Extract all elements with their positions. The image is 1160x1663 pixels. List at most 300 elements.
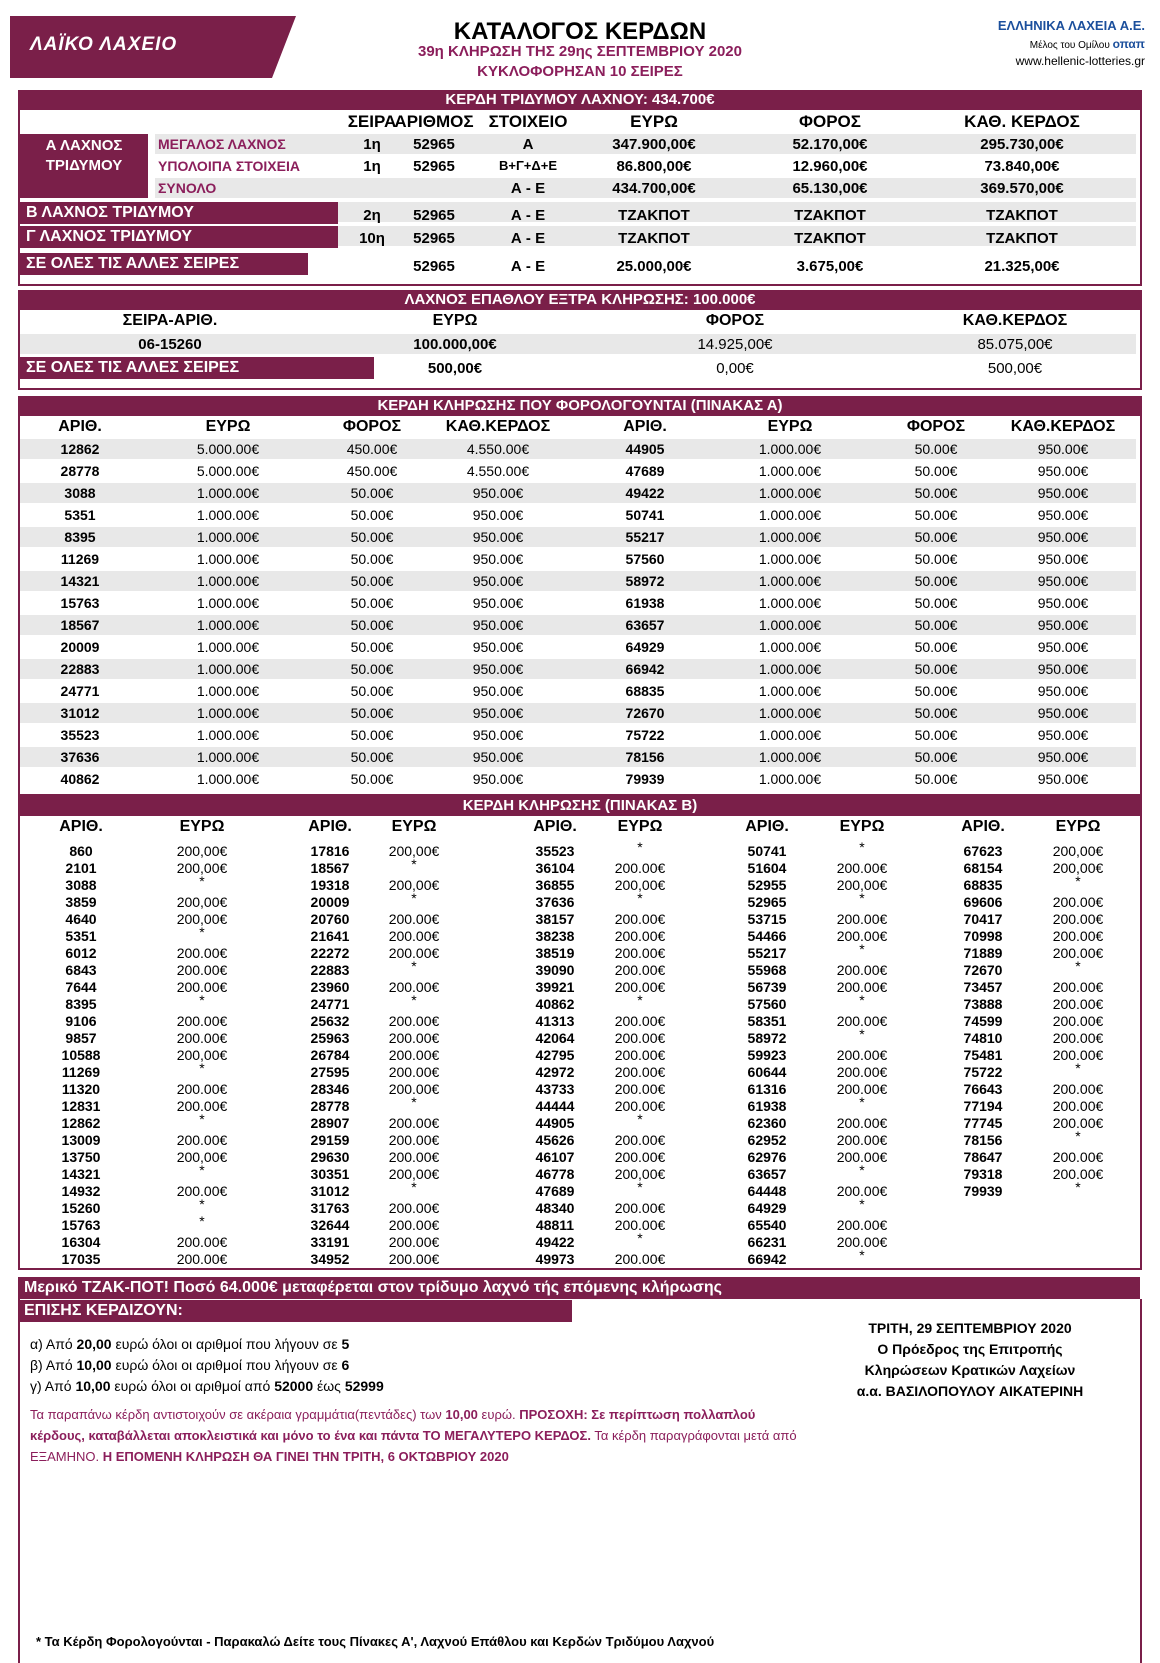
triple-cell: Α xyxy=(522,136,534,153)
triple-cell: 1η xyxy=(363,136,381,153)
tableA-col-header: ΑΡΙΘ. xyxy=(623,418,667,435)
tableA-cell: 1.000.00€ xyxy=(758,507,822,523)
tableB-number: 43733 xyxy=(535,1081,575,1097)
triple-cell: 52965 xyxy=(413,258,455,275)
tableB-number: 75481 xyxy=(963,1047,1003,1063)
tableB-amount: 200,00€ xyxy=(614,877,666,893)
tableA-cell: 1.000.00€ xyxy=(196,595,260,611)
tableB-amount: 200.00€ xyxy=(836,979,888,995)
tableA-cell: 1.000.00€ xyxy=(196,617,260,633)
tableB-col-header: ΕΥΡΩ xyxy=(617,818,663,835)
tableA-cell: 50.00€ xyxy=(350,683,394,699)
triple-row-label: ΣΥΝΟΛΟ xyxy=(158,180,217,196)
tableA-cell: 4.550.00€ xyxy=(466,463,530,479)
tableA-cell: 68835 xyxy=(625,683,665,699)
tableB-amount: * xyxy=(411,992,417,1008)
extra-band: ΛΑΧΝΟΣ ΕΠΑΘΛΟΥ ΕΞΤΡΑ ΚΛΗΡΩΣΗΣ: 100.000€ xyxy=(18,290,1142,310)
tableA-cell: 1.000.00€ xyxy=(758,485,822,501)
tableA-cell: 1.000.00€ xyxy=(758,551,822,567)
tableB-amount: 200.00€ xyxy=(614,1030,666,1046)
also-win-part: ευρώ όλοι οι αριθμοί από xyxy=(110,1378,275,1394)
triple-cell: ΤΖΑΚΠΟΤ xyxy=(986,230,1058,247)
tableA-cell: 50.00€ xyxy=(914,683,958,699)
tableB-number: 29159 xyxy=(310,1132,350,1148)
tableB-number: 20009 xyxy=(310,894,350,910)
tableB-amount: 200.00€ xyxy=(836,962,888,978)
tableA-cell: 50.00€ xyxy=(350,485,394,501)
tableB-number: 37636 xyxy=(535,894,575,910)
tableB-amount: 200,00€ xyxy=(176,1149,228,1165)
tableB-number: 58972 xyxy=(747,1030,787,1046)
tableB-amount: 200.00€ xyxy=(614,1251,666,1267)
logo-right-member: Μέλος του Ομίλου xyxy=(1029,40,1110,51)
tableB-col-header: ΑΡΙΘ. xyxy=(59,818,103,835)
tableB-number: 48811 xyxy=(535,1217,575,1233)
tableB-amount: 200.00€ xyxy=(388,979,440,995)
tableB-number: 30351 xyxy=(310,1166,350,1182)
tableB-amount: * xyxy=(411,856,417,872)
tableA-cell: 1.000.00€ xyxy=(196,661,260,677)
tableB-amount: 200.00€ xyxy=(614,1081,666,1097)
tableB-number: 44444 xyxy=(535,1098,575,1114)
tableB-number: 49422 xyxy=(535,1234,575,1250)
hellenic-lotteries-logo xyxy=(970,18,1145,68)
tableB-amount: 200.00€ xyxy=(176,1183,228,1199)
triple-cell: 2η xyxy=(363,207,381,224)
tableB-number: 56739 xyxy=(747,979,787,995)
triple-cell: 86.800,00€ xyxy=(616,158,692,175)
tableB-number: 47689 xyxy=(535,1183,575,1199)
tableB-number: 12862 xyxy=(61,1115,101,1131)
tableB-amount: 200.00€ xyxy=(836,928,888,944)
tableB-amount: 200.00€ xyxy=(836,1234,888,1250)
tableA-cell: 1.000.00€ xyxy=(196,573,260,589)
also-win-part: ευρώ όλοι οι αριθμοί που λήγουν σε xyxy=(111,1336,342,1352)
tableB-number: 3088 xyxy=(65,877,97,893)
a-label-1: Α ΛΑΧΝΟΣ xyxy=(45,137,123,154)
tableA-cell: 44905 xyxy=(625,441,665,457)
tableA-cell: 950.00€ xyxy=(1037,617,1089,633)
tableB-amount: 200.00€ xyxy=(836,1013,888,1029)
tableB-number: 10588 xyxy=(61,1047,101,1063)
tableA-cell: 950.00€ xyxy=(1037,441,1089,457)
tableB-number: 25632 xyxy=(310,1013,350,1029)
tableB-amount: * xyxy=(1075,873,1081,889)
tableA-cell: 1.000.00€ xyxy=(196,529,260,545)
tableB-number: 17035 xyxy=(61,1251,101,1267)
tableB-amount: * xyxy=(859,1162,865,1178)
tableB-amount: * xyxy=(637,992,643,1008)
triple-cell: 52965 xyxy=(413,207,455,224)
tableA-cell: 66942 xyxy=(625,661,665,677)
tableA-cell: 950.00€ xyxy=(472,529,524,545)
tableB-number: 23960 xyxy=(310,979,350,995)
note-1a: Τα παραπάνω κέρδη αντιστοιχούν σε ακέραια γραμμάτια(πεντάδες) των xyxy=(30,1407,446,1422)
logo-left-text: ΛΑΪΚΟ ΛΑΧΕΙΟ xyxy=(30,34,178,55)
tableA-cell: 50.00€ xyxy=(914,705,958,721)
tableB-amount: 200,00€ xyxy=(176,911,228,927)
tableA-cell: 11269 xyxy=(60,551,100,567)
tableB-number: 4640 xyxy=(65,911,97,927)
tableB-number: 13750 xyxy=(61,1149,101,1165)
tableB-number: 53715 xyxy=(747,911,787,927)
tableA-cell: 35523 xyxy=(60,727,100,743)
tableA-cell: 50.00€ xyxy=(914,485,958,501)
tableA-cell: 55217 xyxy=(625,529,665,545)
tableB-amount: 200.00€ xyxy=(614,1064,666,1080)
tableB-number: 22883 xyxy=(310,962,350,978)
tableB-number: 26784 xyxy=(310,1047,350,1063)
tableB-number: 49973 xyxy=(535,1251,575,1267)
tableB-number: 62952 xyxy=(747,1132,787,1148)
tableA-cell: 1.000.00€ xyxy=(758,441,822,457)
tableB-amount: * xyxy=(199,1060,205,1076)
tableA-cell: 18567 xyxy=(60,617,100,633)
tableB-amount: 200.00€ xyxy=(388,1217,440,1233)
tableB-number: 28346 xyxy=(310,1081,350,1097)
tableB-number: 38238 xyxy=(535,928,575,944)
tableB-number: 62360 xyxy=(747,1115,787,1131)
tableB-number: 68154 xyxy=(963,860,1003,876)
tableB-number: 42972 xyxy=(535,1064,575,1080)
tableA-cell: 15763 xyxy=(60,595,100,611)
triple-cell: ΤΖΑΚΠΟΤ xyxy=(986,207,1058,224)
bottom-note: * Τα Κέρδη Φορολογούνται - Παρακαλώ Δείτε τους Πίνακες Α', Λαχνού Επάθλου και Κερδών Τριδύμου Λαχνού xyxy=(36,1634,715,1649)
tableB-number: 67623 xyxy=(963,843,1003,859)
tableB-amount: * xyxy=(859,839,865,855)
note-2b: Τα κέρδη παραγράφονται μετά από xyxy=(590,1428,797,1443)
tableB-number: 65540 xyxy=(747,1217,787,1233)
note-1c: ευρώ. xyxy=(477,1407,520,1422)
tableA-cell: 950.00€ xyxy=(1037,771,1089,787)
tableA-cell: 31012 xyxy=(60,705,100,721)
tableA-cell: 3088 xyxy=(64,485,96,501)
tableB-col-header: ΕΥΡΩ xyxy=(839,818,885,835)
tableB-number: 52955 xyxy=(747,877,787,893)
triple-cell: 21.325,00€ xyxy=(984,258,1060,275)
tableA-cell: 950.00€ xyxy=(472,639,524,655)
tableB-amount: 200.00€ xyxy=(836,1132,888,1148)
logo-right-title: ΕΛΛΗΝΙΚΑ ΛΑΧΕΙΑ Α.Ε. xyxy=(997,18,1145,33)
tableB-amount: 200,00€ xyxy=(614,1166,666,1182)
tableA-cell: 950.00€ xyxy=(1037,705,1089,721)
tableB-amount: 200,00€ xyxy=(176,843,228,859)
extra-cell: 0,00€ xyxy=(716,360,754,377)
tableA-cell: 5351 xyxy=(64,507,96,523)
tableB-amount: * xyxy=(199,924,205,940)
tableB-amount: * xyxy=(411,1094,417,1110)
tableB-amount: 200.00€ xyxy=(1052,1081,1104,1097)
tableB-amount: 200.00€ xyxy=(1052,1149,1104,1165)
tableA-cell: 950.00€ xyxy=(472,727,524,743)
tableA-cell: 8395 xyxy=(64,529,96,545)
triple-col-header: ΣΤΟΙΧΕΙΟ xyxy=(488,112,568,131)
tableB-amount: * xyxy=(199,1213,205,1229)
tableA-cell: 1.000.00€ xyxy=(758,617,822,633)
tableB-amount: 200.00€ xyxy=(614,1200,666,1216)
tableB-number: 55968 xyxy=(747,962,787,978)
tableB-amount: * xyxy=(1075,1128,1081,1144)
also-win-part: 20,00 xyxy=(76,1336,112,1352)
tableB-number: 41313 xyxy=(535,1013,575,1029)
signature-line: Κληρώσεων Κρατικών Λαχείων xyxy=(864,1362,1076,1378)
tableB-col-header: ΕΥΡΩ xyxy=(1055,818,1101,835)
extra-col-header: ΚΑΘ.ΚΕΡΔΟΣ xyxy=(962,312,1068,329)
tableA-cell: 1.000.00€ xyxy=(196,485,260,501)
tableB-number: 29630 xyxy=(310,1149,350,1165)
tableB-amount: 200.00€ xyxy=(836,1115,888,1131)
tableB-number: 70998 xyxy=(963,928,1003,944)
also-win-list xyxy=(30,1334,384,1397)
triple-cell: Α - Ε xyxy=(510,207,546,224)
signature-line: ΤΡΙΤΗ, 29 ΣΕΠΤΕΜΒΡΙΟΥ 2020 xyxy=(868,1320,1072,1336)
tableA-cell: 50.00€ xyxy=(914,595,958,611)
tableB-amount: 200.00€ xyxy=(836,1149,888,1165)
tableA-cell: 1.000.00€ xyxy=(758,529,822,545)
tableA-cell: 1.000.00€ xyxy=(758,683,822,699)
tableA-cell: 50.00€ xyxy=(350,749,394,765)
tableA-cell: 950.00€ xyxy=(472,683,524,699)
signature-line: α.α. ΒΑΣΙΛΟΠΟΥΛΟΥ ΑΙΚΑΤΕΡΙΝΗ xyxy=(856,1383,1084,1399)
tableB-amount: 200.00€ xyxy=(388,928,440,944)
note-1b: 10,00 xyxy=(445,1407,478,1422)
triple-cell: 25.000,00€ xyxy=(616,258,692,275)
tableB-number: 860 xyxy=(69,843,93,859)
tableB-number: 15763 xyxy=(61,1217,101,1233)
note-1d: ΠΡΟΣΟΧΗ: Σε περίπτωση πολλαπλού xyxy=(519,1407,756,1422)
tableB-number: 58351 xyxy=(747,1013,787,1029)
tableB-amount: 200.00€ xyxy=(614,1132,666,1148)
jackpot-band: Μερικό ΤΖΑΚ-ΠΟΤ! Ποσό 64.000€ μεταφέρεται στον τρίδυμο λαχνό τής επόμενης κλήρωσης xyxy=(18,1277,1140,1299)
triple-cell: 1η xyxy=(363,158,381,175)
tableB-number: 36104 xyxy=(535,860,575,876)
tableB-number: 14321 xyxy=(61,1166,101,1182)
tableA-cell: 1.000.00€ xyxy=(196,749,260,765)
also-win-part: 6 xyxy=(341,1357,350,1373)
tableB-number: 64448 xyxy=(747,1183,787,1199)
note-line-1 xyxy=(30,1404,1100,1425)
tableA-cell: 22883 xyxy=(60,661,100,677)
tableA-cell: 79939 xyxy=(625,771,665,787)
tableB-number: 40862 xyxy=(535,996,575,1012)
also-win-line xyxy=(30,1334,384,1355)
triple-cell: ΤΖΑΚΠΟΤ xyxy=(618,230,690,247)
tableB-amount: * xyxy=(411,958,417,974)
tableB-number: 15260 xyxy=(61,1200,101,1216)
tableB-amount: * xyxy=(859,1026,865,1042)
tableB-amount: 200.00€ xyxy=(836,1047,888,1063)
a-lachnos-label xyxy=(20,134,148,198)
tableB-number: 7644 xyxy=(65,979,97,995)
extra-col-header: ΦΟΡΟΣ xyxy=(705,312,765,329)
tableB-number: 28907 xyxy=(310,1115,350,1131)
tableB-number: 61316 xyxy=(747,1081,787,1097)
triple-col-header: ΣΕΙΡΑ xyxy=(347,112,397,131)
tableB-band: ΚΕΡΔΗ ΚΛΗΡΩΣΗΣ (ΠΙΝΑΚΑΣ Β) xyxy=(18,796,1142,816)
tableA-cell: 50.00€ xyxy=(350,551,394,567)
extra-cell: 06-15260 xyxy=(138,336,202,353)
extra-other-series-band: ΣΕ ΟΛΕΣ ΤΙΣ ΑΛΛΕΣ ΣΕΙΡΕΣ xyxy=(20,357,374,379)
tableB-amount: 200.00€ xyxy=(176,1234,228,1250)
tableA-cell: 64929 xyxy=(625,639,665,655)
tableB-number: 36855 xyxy=(535,877,575,893)
tableA-cell: 12862 xyxy=(60,441,100,457)
signature-block xyxy=(820,1318,1120,1402)
tableB-amount: 200.00€ xyxy=(614,962,666,978)
tableB-amount: * xyxy=(637,839,643,855)
a-label-2: ΤΡΙΔΥΜΟΥ xyxy=(45,157,123,174)
also-win-line xyxy=(30,1355,384,1376)
tableB-number: 68835 xyxy=(963,877,1003,893)
logo-right-url: www.hellenic-lotteries.gr xyxy=(1015,54,1145,68)
triple-cell: 369.570,00€ xyxy=(980,180,1064,197)
tableA-cell: 50.00€ xyxy=(350,639,394,655)
tableB-amount: 200.00€ xyxy=(176,1251,228,1267)
tableB-number: 9106 xyxy=(65,1013,97,1029)
extra-col-header: ΕΥΡΩ xyxy=(432,312,478,329)
tableB-number: 38519 xyxy=(535,945,575,961)
tableB-number: 14932 xyxy=(61,1183,101,1199)
tableA-cell: 24771 xyxy=(60,683,100,699)
tableB-amount: 200.00€ xyxy=(614,911,666,927)
also-win-part: 52999 xyxy=(344,1378,384,1394)
tableB-amount: 200.00€ xyxy=(836,1183,888,1199)
tableB-amount: 200.00€ xyxy=(1052,996,1104,1012)
tableB-number: 66231 xyxy=(747,1234,787,1250)
tableB-amount: 200.00€ xyxy=(614,1013,666,1029)
tableB-amount: 200.00€ xyxy=(1052,1166,1104,1182)
tableB-number: 38157 xyxy=(535,911,575,927)
tableA-cell: 1.000.00€ xyxy=(758,771,822,787)
also-win-part: γ) Από xyxy=(30,1378,76,1394)
tableB-number: 34952 xyxy=(310,1251,350,1267)
tableB-number: 44905 xyxy=(535,1115,575,1131)
tableA-col-header: ΦΟΡΟΣ xyxy=(342,418,402,435)
tableA-cell: 950.00€ xyxy=(1037,529,1089,545)
tableB-amount: 200.00€ xyxy=(176,962,228,978)
triple-cell: 73.840,00€ xyxy=(984,158,1060,175)
tableB-number: 46778 xyxy=(535,1166,575,1182)
extra-cell: 85.075,00€ xyxy=(977,336,1053,353)
tableB-amount: 200.00€ xyxy=(388,1132,440,1148)
triple-cell: ΤΖΑΚΠΟΤ xyxy=(794,207,866,224)
tableB-amount: * xyxy=(199,873,205,889)
tableB-number: 57560 xyxy=(747,996,787,1012)
tableB-number: 21641 xyxy=(310,928,350,944)
tableB-number: 66942 xyxy=(747,1251,787,1267)
triple-row-label: ΜΕΓΑΛΟΣ ΛΑΧΝΟΣ xyxy=(158,136,286,152)
triple-cell: 52.170,00€ xyxy=(792,136,868,153)
tableA-cell: 950.00€ xyxy=(1037,727,1089,743)
tableB-amount: 200.00€ xyxy=(1052,979,1104,995)
tableA-cell: 50.00€ xyxy=(350,705,394,721)
tableA-cell: 950.00€ xyxy=(472,771,524,787)
tableA-cell: 75722 xyxy=(625,727,665,743)
tableB-number: 74599 xyxy=(963,1013,1003,1029)
tableB-amount: 200,00€ xyxy=(388,843,440,859)
tableA-col-header: ΕΥΡΩ xyxy=(205,418,251,435)
tableA-cell: 1.000.00€ xyxy=(196,551,260,567)
tableA-cell: 950.00€ xyxy=(1037,507,1089,523)
tableB-number: 25963 xyxy=(310,1030,350,1046)
tableA-cell: 1.000.00€ xyxy=(758,705,822,721)
tableA-cell: 50.00€ xyxy=(350,727,394,743)
tableA-cell: 1.000.00€ xyxy=(758,463,822,479)
tableB-number: 39090 xyxy=(535,962,575,978)
tableA-cell: 950.00€ xyxy=(1037,485,1089,501)
tableA-cell: 61938 xyxy=(625,595,665,611)
triple-cell: 52965 xyxy=(413,136,455,153)
tableA-cell: 14321 xyxy=(60,573,100,589)
also-win-part: έως xyxy=(313,1378,345,1394)
extra-cell: 500,00€ xyxy=(987,360,1043,377)
extra-cell: 14.925,00€ xyxy=(697,336,773,353)
laiko-laxeio-logo xyxy=(10,16,272,78)
tableB-number: 22272 xyxy=(310,945,350,961)
tableB-amount: 200,00€ xyxy=(388,1166,440,1182)
tableA-cell: 50.00€ xyxy=(914,661,958,677)
tableB-number: 52965 xyxy=(747,894,787,910)
extra-cell: 100.000,00€ xyxy=(413,336,497,353)
tableB-number: 46107 xyxy=(535,1149,575,1165)
tableA-cell: 49422 xyxy=(625,485,665,501)
tableA-cell: 1.000.00€ xyxy=(196,771,260,787)
tableB-number: 16304 xyxy=(61,1234,101,1250)
tableA-cell: 72670 xyxy=(625,705,665,721)
tableB-amount: 200,00€ xyxy=(1052,860,1104,876)
tableB-number: 33191 xyxy=(310,1234,350,1250)
tableB-amount: 200.00€ xyxy=(176,945,228,961)
tableA-cell: 50.00€ xyxy=(914,639,958,655)
tableB-amount: * xyxy=(199,1196,205,1212)
tableB-amount: * xyxy=(1075,1060,1081,1076)
tableB-number: 42064 xyxy=(535,1030,575,1046)
tableA-cell: 50.00€ xyxy=(914,727,958,743)
note-2a: κέρδους, καταβάλλεται αποκλειστικά και μόνο το ένα και πάντα ΤΟ ΜΕΓΑΛΥΤΕΡΟ ΚΕΡΔΟΣ. xyxy=(30,1428,591,1443)
tableB-amount: 200.00€ xyxy=(614,979,666,995)
tableA-cell: 950.00€ xyxy=(472,485,524,501)
tableB-amount: * xyxy=(1075,1179,1081,1195)
tableB-amount: 200.00€ xyxy=(388,1149,440,1165)
tableA-cell: 50.00€ xyxy=(350,771,394,787)
tableB-number: 73888 xyxy=(963,996,1003,1012)
triple-cell: Α - Ε xyxy=(510,258,546,275)
also-win-part: 5 xyxy=(341,1336,350,1352)
tableA-cell: 1.000.00€ xyxy=(196,639,260,655)
triple-cell: ΤΖΑΚΠΟΤ xyxy=(618,207,690,224)
triple-row-band: ΣΕ ΟΛΕΣ ΤΙΣ ΑΛΛΕΣ ΣΕΙΡΕΣ xyxy=(20,253,308,275)
triple-cell: 65.130,00€ xyxy=(792,180,868,197)
tableA-cell: 1.000.00€ xyxy=(758,595,822,611)
also-win-line xyxy=(30,1376,384,1397)
tableB-number: 71889 xyxy=(963,945,1003,961)
tableA-cell: 50.00€ xyxy=(914,507,958,523)
tableB-number: 6843 xyxy=(65,962,97,978)
note-3b: Η ΕΠΟΜΕΝΗ ΚΛΗΡΩΣΗ ΘΑ ΓΙΝΕΙ ΤΗΝ ΤΡΙΤΗ, 6 ΟΚΤΩΒΡΙΟΥ 2020 xyxy=(102,1449,509,1464)
tableB-number: 20760 xyxy=(310,911,350,927)
triple-col-header: ΕΥΡΩ xyxy=(630,112,678,131)
tableA-cell: 950.00€ xyxy=(1037,551,1089,567)
tableB-amount: * xyxy=(859,1247,865,1263)
tableB-number: 77745 xyxy=(963,1115,1003,1131)
tableB-amount: 200.00€ xyxy=(176,979,228,995)
tableA-cell: 50.00€ xyxy=(350,573,394,589)
tableB-amount: 200.00€ xyxy=(836,911,888,927)
tableB-number: 61938 xyxy=(747,1098,787,1114)
tableA-cell: 1.000.00€ xyxy=(196,727,260,743)
tableB-number: 28778 xyxy=(310,1098,350,1114)
tableB-amount: 200.00€ xyxy=(836,1081,888,1097)
